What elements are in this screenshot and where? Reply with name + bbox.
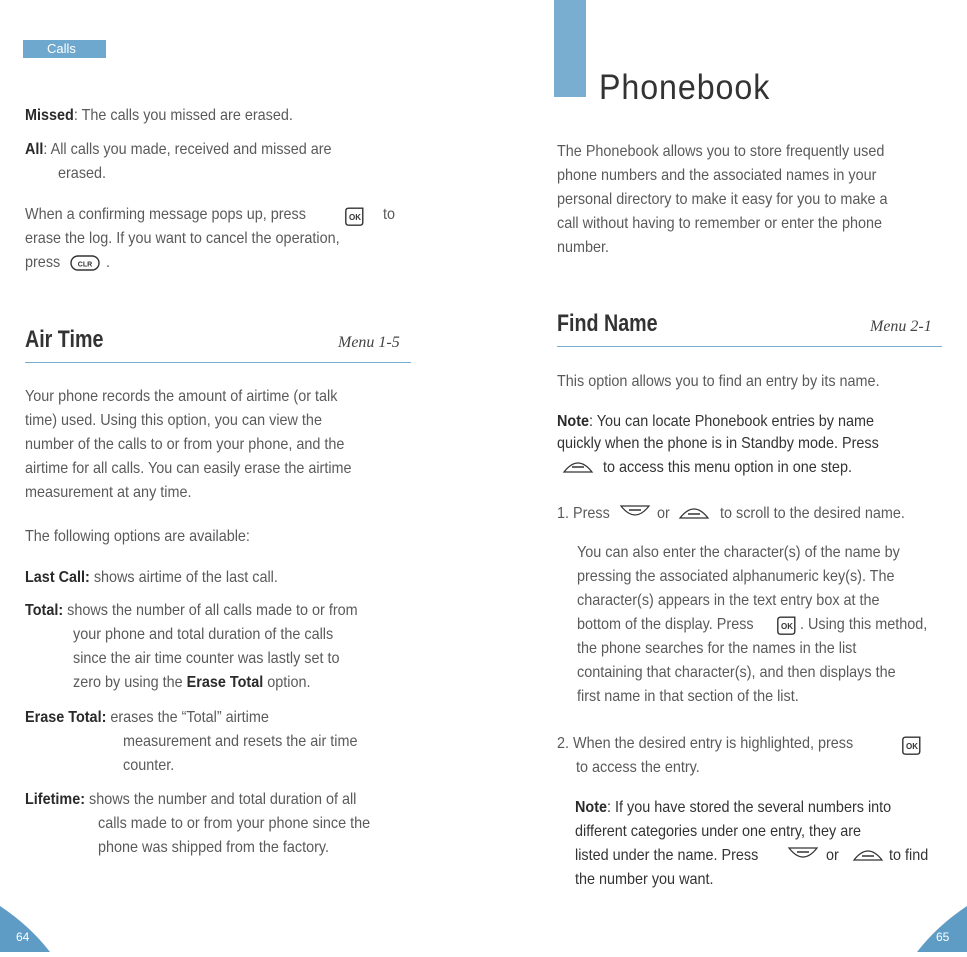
note1-text: : You can locate Phonebook entries by name <box>589 413 875 430</box>
nav-up-key-icon <box>787 844 819 869</box>
airtime-rule <box>25 362 411 363</box>
total-text: your phone and total duration of the calls <box>73 626 334 643</box>
step1-text: 1. Press <box>557 505 610 522</box>
lifetime-text: phone was shipped from the factory. <box>98 839 330 856</box>
note2-line <box>575 796 891 820</box>
confirm-period: . <box>106 254 111 271</box>
confirm-line-1 <box>25 203 306 227</box>
note2-term: Note <box>575 799 608 816</box>
erase-total-item <box>25 706 269 730</box>
total-text <box>73 671 310 695</box>
note1-term: Note <box>557 413 590 430</box>
find-name-menu-number: Menu 2-1 <box>870 318 932 335</box>
svg-text:CLR: CLR <box>77 261 93 269</box>
airtime-menu-number: Menu 1-5 <box>338 334 400 351</box>
last-call-text: shows airtime of the last call. <box>89 569 278 586</box>
find-name-intro: This option allows you to find an entry by its name. <box>557 373 880 390</box>
lifetime-text: calls made to or from your phone since the <box>98 815 371 832</box>
step1-text: to scroll to the desired name. <box>720 505 905 522</box>
airtime-heading: Air Time <box>25 326 104 353</box>
note2-line: listed under the name. Press <box>575 847 759 864</box>
confirm-text-to: to <box>383 206 396 223</box>
page-number-right: 65 <box>936 930 950 944</box>
note1-line <box>557 410 874 434</box>
step1-detail-line: character(s) appears in the text entry box at the <box>577 592 880 609</box>
airtime-para-line: measurement at any time. <box>25 484 192 501</box>
confirm-line-2: erase the log. If you want to cancel the operation, <box>25 230 340 247</box>
step1-detail-line: . Using this method, <box>800 616 928 633</box>
nav-down-key-icon <box>562 456 594 481</box>
note1-line: to access this menu option in one step. <box>603 459 852 476</box>
step1-detail-line: the phone searches for the names in the list <box>577 640 857 657</box>
chapter-title: Phonebook <box>599 68 771 107</box>
all-definition <box>25 138 332 162</box>
note2-line: the number you want. <box>575 871 714 888</box>
find-name-rule <box>557 346 942 347</box>
step1-detail-line: bottom of the display. Press <box>577 616 754 633</box>
section-tab <box>23 40 106 58</box>
total-text-part: zero by using the <box>73 674 187 691</box>
airtime-para-line: number of the calls to or from your phone, and the <box>25 436 345 453</box>
last-call-item <box>25 566 278 590</box>
erase-total-text: erases the “Total” airtime <box>106 709 269 726</box>
ok-key-icon <box>899 732 925 763</box>
all-text: : All calls you made, received and missed are <box>43 141 332 158</box>
note2-line: to find <box>889 847 929 864</box>
note1-line: quickly when the phone is in Standby mode. Press <box>557 435 879 452</box>
page-number-right-badge <box>917 906 967 952</box>
step2-text: to access the entry. <box>576 759 700 776</box>
step1-detail-line: You can also enter the character(s) of the name by <box>577 544 900 561</box>
total-text-part: option. <box>263 674 311 691</box>
nav-up-key-icon <box>619 502 651 527</box>
nav-down-key-icon <box>852 844 884 869</box>
lifetime-text: shows the number and total duration of all <box>85 791 357 808</box>
total-text: since the air time counter was lastly set to <box>73 650 340 667</box>
erase-total-text: counter. <box>123 757 175 774</box>
ok-key-icon <box>342 203 368 234</box>
page-number-left: 64 <box>16 930 30 944</box>
section-tab-label: Calls <box>47 41 76 56</box>
nav-down-key-icon <box>678 502 710 527</box>
lifetime-term: Lifetime: <box>25 791 86 808</box>
find-name-heading: Find Name <box>557 310 658 337</box>
confirm-text: When a confirming message pops up, press <box>25 206 306 223</box>
confirm-press: press <box>25 254 61 271</box>
clr-key-icon <box>70 254 100 277</box>
step1-detail-line: containing that character(s), and then displays the <box>577 664 896 681</box>
missed-term: Missed <box>25 107 74 124</box>
intro-line: The Phonebook allows you to store frequently used <box>557 143 885 160</box>
svg-text:OK: OK <box>349 213 361 222</box>
chapter-color-bar <box>554 0 586 97</box>
note2-text: : If you have stored the several numbers into <box>607 799 892 816</box>
last-call-term: Last Call: <box>25 569 90 586</box>
erase-total-text: measurement and resets the air time <box>123 733 358 750</box>
erase-total-term: Erase Total: <box>25 709 107 726</box>
airtime-para-line: Your phone records the amount of airtime (or talk <box>25 388 338 405</box>
intro-line: phone numbers and the associated names in your <box>557 167 877 184</box>
note2-line: different categories under one entry, they are <box>575 823 862 840</box>
svg-text:OK: OK <box>906 742 918 751</box>
page-number-left-badge <box>0 906 50 952</box>
total-term: Total: <box>25 602 64 619</box>
svg-text:OK: OK <box>781 622 793 631</box>
intro-line: number. <box>557 239 610 256</box>
total-text: shows the number of all calls made to or from <box>63 602 358 619</box>
airtime-para-line: airtime for all calls. You can easily erase the airtime <box>25 460 352 477</box>
step1-detail-line: pressing the associated alphanumeric key(s). The <box>577 568 895 585</box>
missed-definition <box>25 104 293 128</box>
intro-line: personal directory to make it easy for you to make a <box>557 191 888 208</box>
options-intro: The following options are available: <box>25 528 250 545</box>
step2-text: 2. When the desired entry is highlighted, press <box>557 735 854 752</box>
intro-line: call without having to remember or enter the phone <box>557 215 882 232</box>
total-item <box>25 599 358 623</box>
lifetime-item <box>25 788 356 812</box>
airtime-para-line: time) used. Using this option, you can view the <box>25 412 322 429</box>
note2-or: or <box>826 847 839 864</box>
step1-detail-line: first name in that section of the list. <box>577 688 799 705</box>
all-term: All <box>25 141 44 158</box>
missed-text: : The calls you missed are erased. <box>73 107 293 124</box>
step1-or: or <box>657 505 670 522</box>
erase-total-ref: Erase Total <box>186 674 264 691</box>
all-text-continued: erased. <box>58 165 107 182</box>
